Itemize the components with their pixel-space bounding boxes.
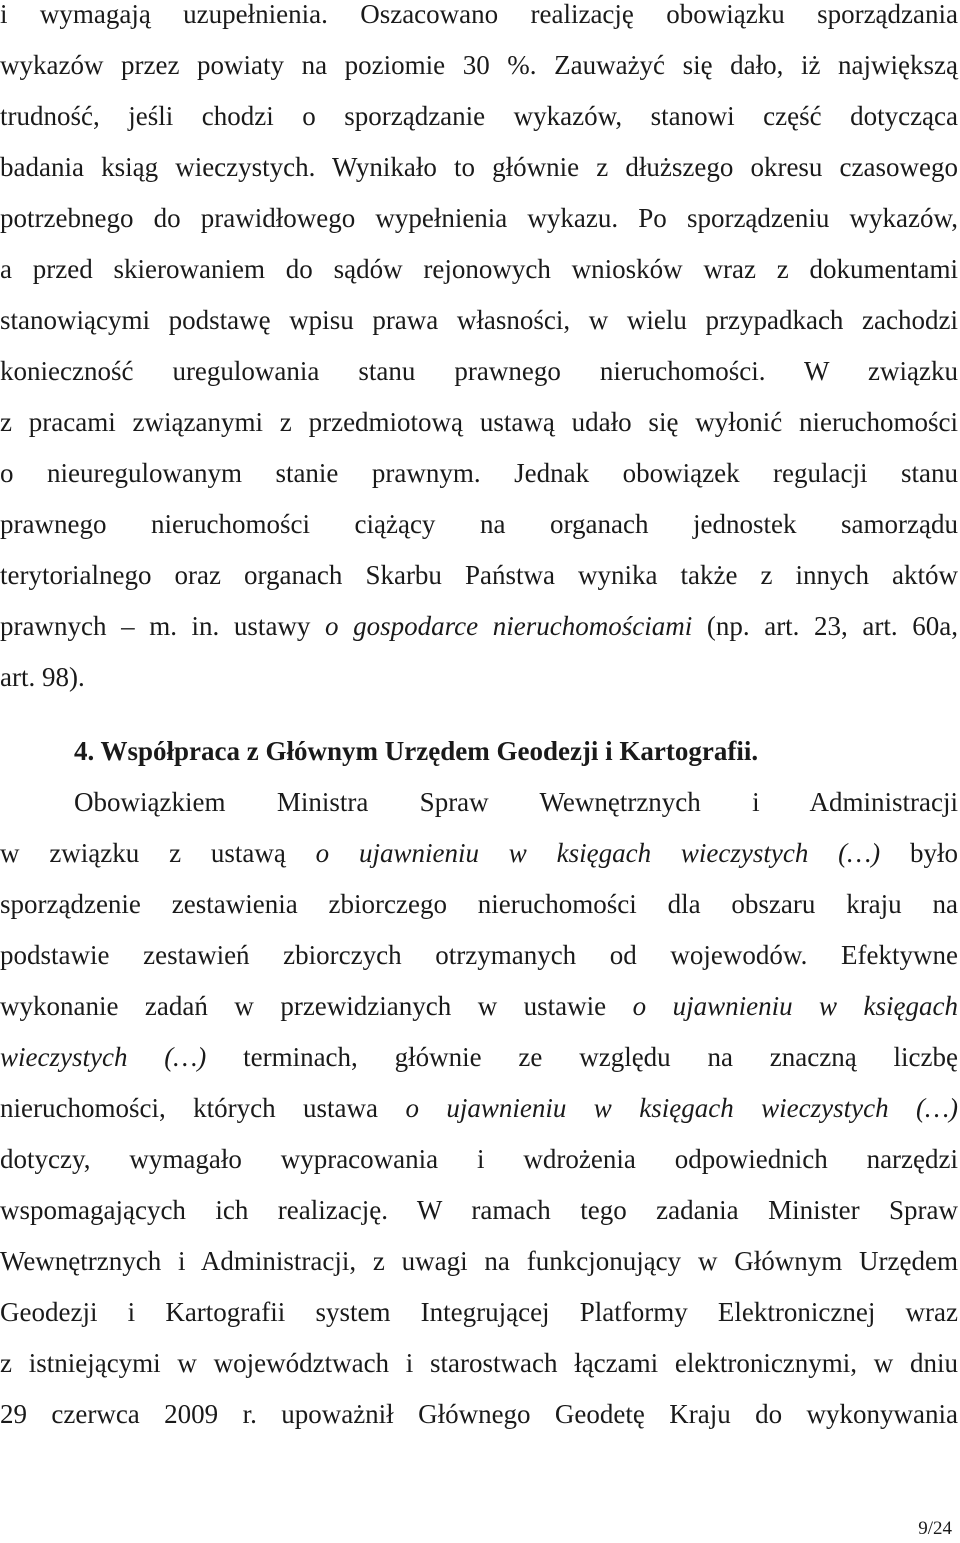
text-line [0,1083,958,1134]
text-span: w związku z ustawą [0,838,316,868]
text-span: prawnych – m. in. ustawy [0,611,326,641]
text-line: potrzebnego do prawidłowego wypełnienia wykazu. Po sporządzeniu wykazów, [0,203,958,233]
text-line: i wymagają uzupełnienia. Oszacowano realizację obowiązku sporządzania [0,0,958,29]
text-line: wykazów przez powiaty na poziomie 30 %. Zauważyć się dało, iż największą [0,50,958,80]
italic-law-title: wieczystych (…) [0,1042,207,1072]
italic-law-title: o gospodarce nieruchomościami [325,611,693,641]
text-span: terminach, głównie ze względu na znaczną liczbę [206,1042,958,1072]
text-span: wykonanie zadań w przewidzianych w ustawie [0,991,633,1021]
text-line: podstawie zestawień zbiorczych otrzymanych od wojewodów. Efektywne [0,940,958,970]
text-line: Geodezji i Kartografii system Integrującej Platformy Elektronicznej wraz [0,1297,958,1327]
page-number: 9/24 [918,1518,952,1539]
text-line: a przed skierowaniem do sądów rejonowych wniosków wraz z dokumentami [0,254,958,284]
text-line: o nieuregulowanym stanie prawnym. Jednak obowiązek regulacji stanu [0,458,958,488]
text-line: dotyczy, wymagało wypracowania i wdrożenia odpowiednich narzędzi [0,1144,958,1174]
text-line: sporządzenie zestawienia zbiorczego nieruchomości dla obszaru kraju na [0,889,958,919]
text-line: stanowiącymi podstawę wpisu prawa własności, w wielu przypadkach zachodzi [0,305,958,335]
text-line: konieczność uregulowania stanu prawnego nieruchomości. W związku [0,356,958,386]
text-line: prawnego nieruchomości ciążący na organach jednostek samorządu [0,509,958,539]
text-line [0,601,958,652]
text-line [0,1032,958,1083]
text-line: z pracami związanymi z przedmiotową ustawą udało się wyłonić nieruchomości [0,407,958,437]
text-span: było [880,838,958,868]
text-line: trudność, jeśli chodzi o sporządzanie wykazów, stanowi część dotycząca [0,101,958,131]
text-line: badania ksiąg wieczystych. Wynikało to głównie z dłuższego okresu czasowego [0,152,958,182]
text-line: z istniejącymi w województwach i starostwach łączami elektronicznymi, w dniu [0,1348,958,1378]
text-line: 29 czerwca 2009 r. upoważnił Głównego Geodetę Kraju do wykonywania [0,1399,958,1429]
text-line: Obowiązkiem Ministra Spraw Wewnętrznych i Administracji [74,787,958,817]
text-line [0,981,958,1032]
text-line: art. 98). [0,662,85,692]
text-line: terytorialnego oraz organach Skarbu Państwa wynika także z innych aktów [0,560,958,590]
text-line: Wewnętrznych i Administracji, z uwagi na funkcjonujący w Głównym Urzędem [0,1246,958,1276]
text-span: nieruchomości, których ustawa [0,1093,406,1123]
text-line [0,828,958,879]
text-span: (np. art. 23, art. 60a, [692,611,958,641]
italic-law-title: o ujawnieniu w księgach [632,991,958,1021]
italic-law-title: o ujawnieniu w księgach wieczystych (…) [405,1093,959,1123]
text-line: wspomagających ich realizację. W ramach tego zadania Minister Spraw [0,1195,958,1225]
section-heading: 4. Współpraca z Głównym Urzędem Geodezji i Kartografii. [74,736,759,766]
italic-law-title: o ujawnieniu w księgach wieczystych (…) [315,838,881,868]
